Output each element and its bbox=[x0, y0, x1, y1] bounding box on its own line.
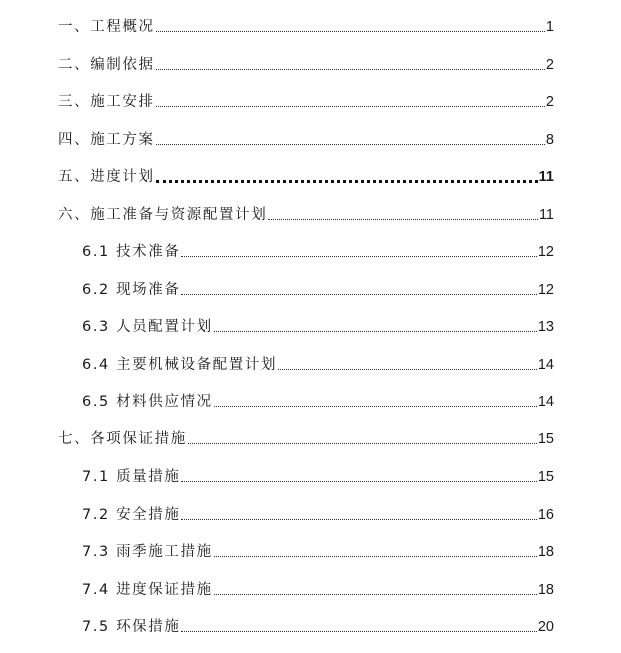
toc-entry-page: 2 bbox=[545, 94, 554, 110]
dot-leader bbox=[156, 31, 545, 32]
toc-entry-label: 6.3 人员配置计划 bbox=[82, 319, 213, 335]
dot-leader bbox=[181, 631, 536, 632]
toc-entry-label: 6.2 现场准备 bbox=[82, 282, 181, 298]
dot-leader bbox=[181, 294, 536, 295]
toc-entry-label: 二、编制依据 bbox=[58, 57, 155, 73]
dot-leader bbox=[278, 369, 537, 370]
dot-leader bbox=[214, 406, 537, 407]
dot-leader bbox=[156, 106, 545, 107]
toc-entry-page: 13 bbox=[537, 319, 554, 335]
toc-entry-7-3[interactable] bbox=[0, 539, 621, 563]
toc-entry-page: 20 bbox=[537, 619, 554, 635]
toc-entry-page: 15 bbox=[537, 431, 554, 447]
toc-entry-label: 三、施工安排 bbox=[58, 94, 155, 110]
dot-leader bbox=[268, 219, 538, 220]
dot-leader bbox=[156, 69, 545, 70]
toc-entry-5[interactable] bbox=[0, 164, 621, 188]
toc-entry-page: 2 bbox=[545, 57, 554, 73]
toc-entry-page: 8 bbox=[545, 132, 554, 148]
toc-entry-label: 7.2 安全措施 bbox=[82, 507, 181, 523]
dot-leader bbox=[181, 519, 536, 520]
toc-entry-7[interactable] bbox=[0, 426, 621, 450]
toc-entry-page: 11 bbox=[538, 169, 554, 185]
toc-entry-2[interactable] bbox=[0, 52, 621, 76]
toc-entry-page: 14 bbox=[537, 357, 554, 373]
toc-entry-7-1[interactable] bbox=[0, 464, 621, 488]
toc-entry-label: 6.5 材料供应情况 bbox=[82, 394, 213, 410]
toc-entry-label: 7.3 雨季施工措施 bbox=[82, 544, 213, 560]
toc-entry-label: 7.5 环保措施 bbox=[82, 619, 181, 635]
dot-leader bbox=[181, 481, 536, 482]
toc-entry-page: 14 bbox=[537, 394, 554, 410]
toc-entry-1[interactable] bbox=[0, 14, 621, 38]
toc-entry-7-5[interactable] bbox=[0, 614, 621, 638]
toc-entry-page: 18 bbox=[537, 582, 554, 598]
toc-entry-label: 7.4 进度保证措施 bbox=[82, 582, 213, 598]
toc-entry-6-3[interactable] bbox=[0, 314, 621, 338]
toc-entry-page: 11 bbox=[538, 207, 554, 223]
toc-entry-page: 16 bbox=[537, 507, 554, 523]
toc-entry-6[interactable] bbox=[0, 202, 621, 226]
toc-entry-label: 7.1 质量措施 bbox=[82, 469, 181, 485]
toc-entry-6-2[interactable] bbox=[0, 277, 621, 301]
toc-entry-page: 12 bbox=[537, 244, 554, 260]
toc-entry-7-4[interactable] bbox=[0, 577, 621, 601]
toc-entry-label: 一、工程概况 bbox=[58, 19, 155, 35]
toc-entry-6-1[interactable] bbox=[0, 239, 621, 263]
dot-leader bbox=[214, 331, 537, 332]
dot-leader bbox=[181, 256, 536, 257]
toc-entry-6-4[interactable] bbox=[0, 352, 621, 376]
toc-entry-label: 6.4 主要机械设备配置计划 bbox=[82, 357, 278, 373]
toc-entry-page: 12 bbox=[537, 282, 554, 298]
dot-leader bbox=[214, 594, 537, 595]
toc-entry-4[interactable] bbox=[0, 127, 621, 151]
toc-entry-7-2[interactable] bbox=[0, 502, 621, 526]
toc-entry-page: 18 bbox=[537, 544, 554, 560]
toc-entry-label: 七、各项保证措施 bbox=[58, 431, 187, 447]
toc-entry-3[interactable] bbox=[0, 89, 621, 113]
toc-entry-page: 1 bbox=[545, 19, 554, 35]
dot-leader bbox=[156, 144, 545, 145]
toc-entry-page: 15 bbox=[537, 469, 554, 485]
toc-entry-label: 6.1 技术准备 bbox=[82, 244, 181, 260]
dot-leader bbox=[214, 556, 537, 557]
toc-entry-label: 六、施工准备与资源配置计划 bbox=[58, 207, 268, 223]
toc-entry-label: 四、施工方案 bbox=[58, 132, 155, 148]
toc-entry-6-5[interactable] bbox=[0, 389, 621, 413]
dot-leader bbox=[188, 443, 537, 444]
dot-leader bbox=[156, 180, 538, 183]
toc-entry-label: 五、进度计划 bbox=[58, 169, 155, 185]
